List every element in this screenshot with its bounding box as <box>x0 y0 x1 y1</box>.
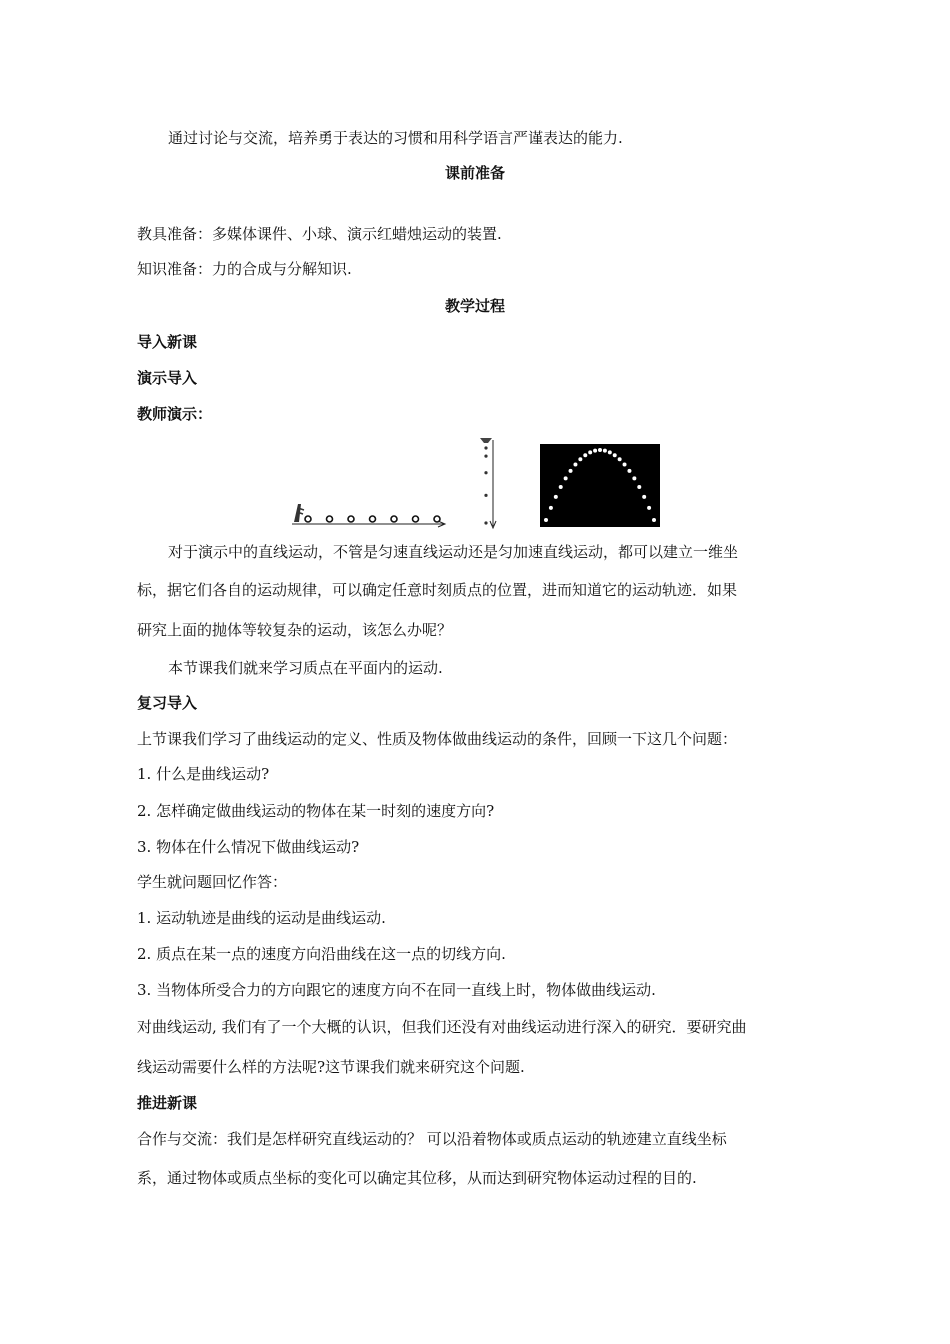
ball-icon <box>544 518 548 522</box>
heading-preparation: 课前准备 <box>444 164 505 182</box>
answer-2: 2. 质点在某一点的速度方向沿曲线在这一点的切线方向. <box>137 945 506 963</box>
heading-teaching-process: 教学过程 <box>444 297 505 315</box>
paragraph-curve-study-2: 线运动需要什么样的方法呢?这节课我们就来研究这个问题. <box>137 1058 525 1076</box>
ball-icon <box>305 516 311 522</box>
paragraph-knowledge-prep: 知识准备：力的合成与分解知识. <box>137 260 352 278</box>
question-1: 1. 什么是曲线运动? <box>137 765 270 783</box>
heading-review-intro: 复习导入 <box>137 694 198 712</box>
paragraph-linear-motion-2: 标，据它们各自的运动规律，可以确定任意时刻质点的位置，进而知道它的运动轨迹．如果 <box>137 581 738 599</box>
paragraph-teaching-aids: 教具准备：多媒体课件、小球、演示红蜡烛运动的装置. <box>137 225 502 243</box>
paragraph-student-answer: 学生就问题回忆作答： <box>137 873 288 891</box>
ball-icon <box>613 453 617 457</box>
heading-advance-lesson: 推进新课 <box>137 1094 198 1112</box>
paragraph-lesson-goal: 本节课我们就来学习质点在平面内的运动. <box>168 659 443 677</box>
ball-icon <box>627 469 631 473</box>
answer-3: 3. 当物体所受合力的方向跟它的速度方向不在同一直线上时，物体做曲线运动. <box>137 981 656 999</box>
projectile-figure <box>540 444 660 527</box>
ball-icon <box>484 471 487 474</box>
ball-icon <box>434 516 440 522</box>
ball-icon <box>569 469 573 473</box>
ball-icon <box>484 521 487 524</box>
ball-icon <box>588 450 592 454</box>
ball-icon <box>593 449 597 453</box>
projectile-background <box>540 444 660 527</box>
ball-icon <box>637 485 641 489</box>
paragraph-expression-goal: 通过讨论与交流，培养勇于表达的习惯和用科学语言严谨表达的能力. <box>168 129 623 147</box>
paragraph-curve-study-1: 对曲线运动, 我们有了一个大概的认识，但我们还没有对曲线运动进行深入的研究．要研究曲 <box>137 1018 747 1036</box>
heading-introduce-lesson: 导入新课 <box>137 333 198 351</box>
ball-icon <box>642 495 646 499</box>
ball-icon <box>618 457 622 461</box>
ball-icon <box>549 506 553 510</box>
horizontal-motion-figure <box>288 498 448 530</box>
paragraph-cooperation-2: 系，通过物体或质点坐标的变化可以确定其位移，从而达到研究物体运动过程的目的. <box>137 1169 697 1187</box>
ball-icon <box>623 462 627 466</box>
paragraph-cooperation-1: 合作与交流：我们是怎样研究直线运动的？ 可以沿着物体或质点运动的轨迹建立直线坐标 <box>137 1130 727 1148</box>
ball-icon <box>573 462 577 466</box>
paragraph-review: 上节课我们学习了曲线运动的定义、性质及物体做曲线运动的条件，回顾一下这几个问题： <box>137 730 738 748</box>
paragraph-linear-motion-3: 研究上面的抛体等较复杂的运动，该怎么办呢？ <box>137 621 453 639</box>
heading-teacher-demo: 教师演示： <box>137 405 213 423</box>
ball-icon <box>608 450 612 454</box>
vertical-fall-figure <box>476 436 500 531</box>
ball-icon <box>484 446 487 449</box>
ball-icon <box>559 485 563 489</box>
ball-icon <box>632 476 636 480</box>
dropper-icon <box>480 438 492 443</box>
ball-icon <box>484 494 487 497</box>
ball-icon <box>391 516 397 522</box>
heading-demo-intro: 演示导入 <box>137 369 198 387</box>
ball-icon <box>413 516 419 522</box>
ball-icon <box>348 516 354 522</box>
question-2: 2. 怎样确定做曲线运动的物体在某一时刻的速度方向? <box>137 802 495 820</box>
ball-icon <box>598 448 602 452</box>
ball-icon <box>564 476 568 480</box>
ball-icon <box>647 506 651 510</box>
paragraph-linear-motion-1: 对于演示中的直线运动，不管是匀速直线运动还是匀加速直线运动，都可以建立一维坐 <box>168 543 739 561</box>
answer-1: 1. 运动轨迹是曲线的运动是曲线运动. <box>137 909 386 927</box>
ball-icon <box>370 516 376 522</box>
launcher-icon <box>294 504 304 522</box>
ball-icon <box>603 449 607 453</box>
ball-icon <box>583 453 587 457</box>
ball-icon <box>652 518 656 522</box>
ball-icon <box>554 495 558 499</box>
ball-icon <box>327 516 333 522</box>
ball-icon <box>578 457 582 461</box>
question-3: 3. 物体在什么情况下做曲线运动? <box>137 838 360 856</box>
demo-figures <box>0 436 950 531</box>
ball-icon <box>484 455 487 458</box>
